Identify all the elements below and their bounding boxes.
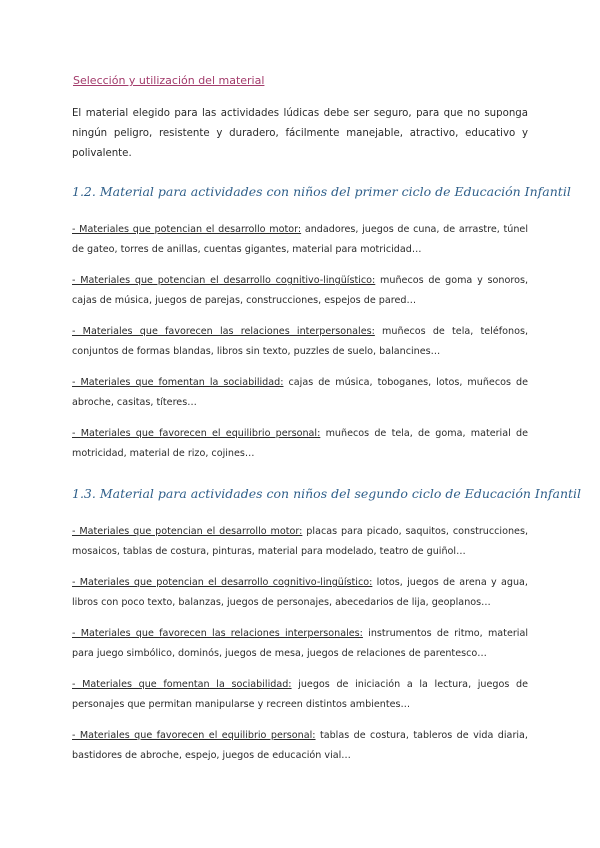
item-label: - Materiales que favorecen las relaciones interpersonales: [72, 326, 375, 337]
item-text: cajas de música, toboganes, lotos, muñecos de abroche, casitas, títeres… [72, 377, 528, 408]
list-item [72, 675, 528, 715]
list-item [72, 220, 528, 260]
list-item [72, 271, 528, 311]
item-text: muñecos de goma y sonoros, cajas de música, juegos de parejas, construcciones, espejos de pared… [72, 275, 528, 306]
item-label: - Materiales que favorecen el equilibrio personal: [72, 428, 321, 439]
list-item [72, 424, 528, 464]
intro-paragraph: El material elegido para las actividades lúdicas debe ser seguro, para que no suponga ningún peligro, resistente y duradero, fácilmente manejable, atractivo, educativo y polivalente. [72, 108, 528, 159]
item-label: - Materiales que fomentan la sociabilidad: [72, 377, 284, 388]
heading-primer-ciclo: 1.2. Material para actividades con niños del primer ciclo de Educación Infantil [72, 184, 571, 199]
item-label: - Materiales que potencian el desarrollo cognitivo-lingüístico: [72, 577, 373, 588]
list-item [72, 373, 528, 413]
item-text: instrumentos de ritmo, material para juego simbólico, dominós, juegos de mesa, juegos de relaciones de parentesco… [72, 628, 528, 659]
list-item [72, 624, 528, 664]
list-item [72, 726, 528, 766]
list-item [72, 573, 528, 613]
section-title: Selección y utilización del material [73, 74, 265, 87]
item-label: - Materiales que fomentan la sociabilidad: [72, 679, 292, 690]
item-label: - Materiales que favorecen las relaciones interpersonales: [72, 628, 363, 639]
item-text: lotos, juegos de arena y agua, libros con poco texto, balanzas, juegos de personajes, abecedarios de lija, geoplanos… [72, 577, 528, 608]
item-text: tablas de costura, tableros de vida diaria, bastidores de abroche, espejo, juegos de educación vial… [72, 730, 528, 761]
item-label: - Materiales que potencian el desarrollo motor: [72, 526, 303, 537]
item-label: - Materiales que potencian el desarrollo cognitivo-lingüístico: [72, 275, 376, 286]
item-text: placas para picado, saquitos, construcciones, mosaicos, tablas de costura, pinturas, material para modelado, teatro de guiñol… [72, 526, 528, 557]
heading-segundo-ciclo: 1.3. Material para actividades con niños del segundo ciclo de Educación Infantil [72, 486, 582, 501]
item-text: andadores, juegos de cuna, de arrastre, túnel de gateo, torres de anillas, cuentas gigantes, material para motricidad… [72, 224, 528, 255]
list-item [72, 522, 528, 562]
item-text: muñecos de tela, de goma, material de motricidad, material de rizo, cojines… [72, 428, 528, 459]
list-item [72, 322, 528, 362]
item-text: juegos de iniciación a la lectura, juegos de personajes que permitan manipularse y recreen distintos ambientes… [72, 679, 529, 710]
item-label: - Materiales que potencian el desarrollo motor: [72, 224, 302, 235]
item-label: - Materiales que favorecen el equilibrio personal: [72, 730, 316, 741]
item-text: muñecos de tela, teléfonos, conjuntos de formas blandas, libros sin texto, puzzles de suelo, balancines… [72, 326, 528, 357]
